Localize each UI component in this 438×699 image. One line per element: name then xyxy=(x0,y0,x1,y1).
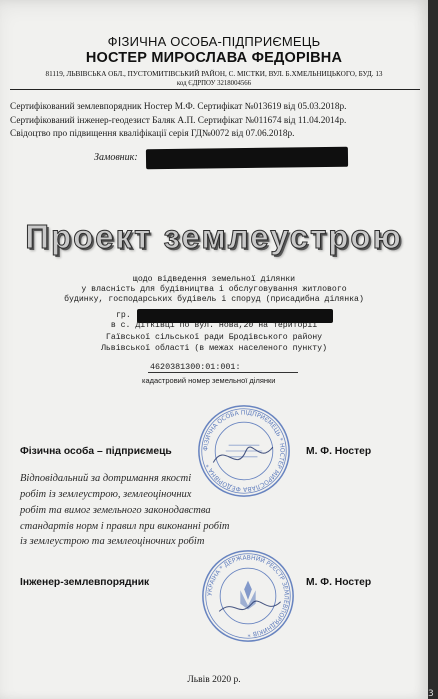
stamp2-ring-text: УКРАЇНА * ДЕРЖАВНИЙ РЕЄСТР ЗЕМЛЕВПОРЯДНИКІВ * xyxy=(206,554,290,638)
responsibility-line: Відповідальний за дотримання якості xyxy=(20,473,192,484)
responsibility-line: із землеустрою та землеоціночних робіт xyxy=(20,536,205,547)
stamp1-ring-text: ФІЗИЧНА ОСОБА ПІДПРИЄМЕЦЬ * НОСТЕР МИРОСЛАВА ФЕДОРІВНА * xyxy=(202,409,286,493)
certificate-line: Сертифікований землевпорядник Ностер М.Ф. Сертифікат №013619 від 05.03.2018р. xyxy=(10,102,347,112)
signatory-name-1: М. Ф. Ностер xyxy=(306,446,372,457)
responsibility-line: стандартів норм і правил при виконанні робіт xyxy=(20,521,230,532)
cadastral-caption: кадастровий номер земельної ділянки xyxy=(142,376,276,385)
city-year: Львів 2020 р. xyxy=(187,675,241,685)
signatory-role-1: Фізична особа – підприємець xyxy=(20,446,172,457)
header-divider xyxy=(10,89,420,90)
cadastral-number: 4620381300:01:001: xyxy=(150,362,241,372)
signatory-name-2: М. Ф. Ностер xyxy=(306,577,372,588)
purpose-line: будинку, господарських будівель і споруд (присадибна ділянка) xyxy=(64,295,364,304)
company-seal-stamp xyxy=(196,403,292,499)
header-address: 81119, ЛЬВІВСЬКА ОБЛ., ПУСТОМИТІВСЬКИЙ РАЙОН, С. МІСТКИ, ВУЛ. Б.ХМЕЛЬНИЦЬКОГО, БУД. 13 xyxy=(45,70,383,78)
customer-redaction xyxy=(146,147,348,169)
purpose-line: Гаївської сільської ради Бродівського району xyxy=(105,333,323,342)
purpose-line: у власність для будівництва і обслуговування житлового xyxy=(81,285,347,294)
document-title: Проект землеустрою xyxy=(25,218,403,255)
responsibility-line: робіт із землеустрою, землеоціночних xyxy=(20,489,192,500)
header-edrpou: код ЄДРПОУ 3218004566 xyxy=(176,80,252,87)
purpose-line: щодо відведення земельної ділянки xyxy=(132,275,296,284)
page-corner-badge: 3 xyxy=(428,689,434,699)
signatory-role-2: Інженер-землевпорядник xyxy=(20,577,150,588)
certificate-line: Свідоцтво про підвищення кваліфікації серія ГД№0072 від 07.06.2018р. xyxy=(10,129,295,139)
customer-label: Замовник: xyxy=(94,152,138,163)
registry-seal-stamp xyxy=(200,548,296,644)
cadastral-underline xyxy=(148,372,298,373)
header-owner-name: НОСТЕР МИРОСЛАВА ФЕДОРІВНА xyxy=(85,50,343,66)
responsibility-line: робіт та вимог земельного законодавства xyxy=(20,505,211,516)
purpose-line: Львівської області (в межах населеного пункту) xyxy=(100,344,327,353)
citizen-label: гр. xyxy=(116,311,131,320)
certificate-line: Сертифікований інженер-геодезист Баляк А.П. Сертифікат №011674 від 11.04.2014р. xyxy=(10,116,347,126)
header-line-1: ФІЗИЧНА ОСОБА-ПІДПРИЄМЕЦЬ xyxy=(107,34,321,49)
purpose-line: в с. Дітківці по вул. Нова,20 на території xyxy=(110,321,318,330)
